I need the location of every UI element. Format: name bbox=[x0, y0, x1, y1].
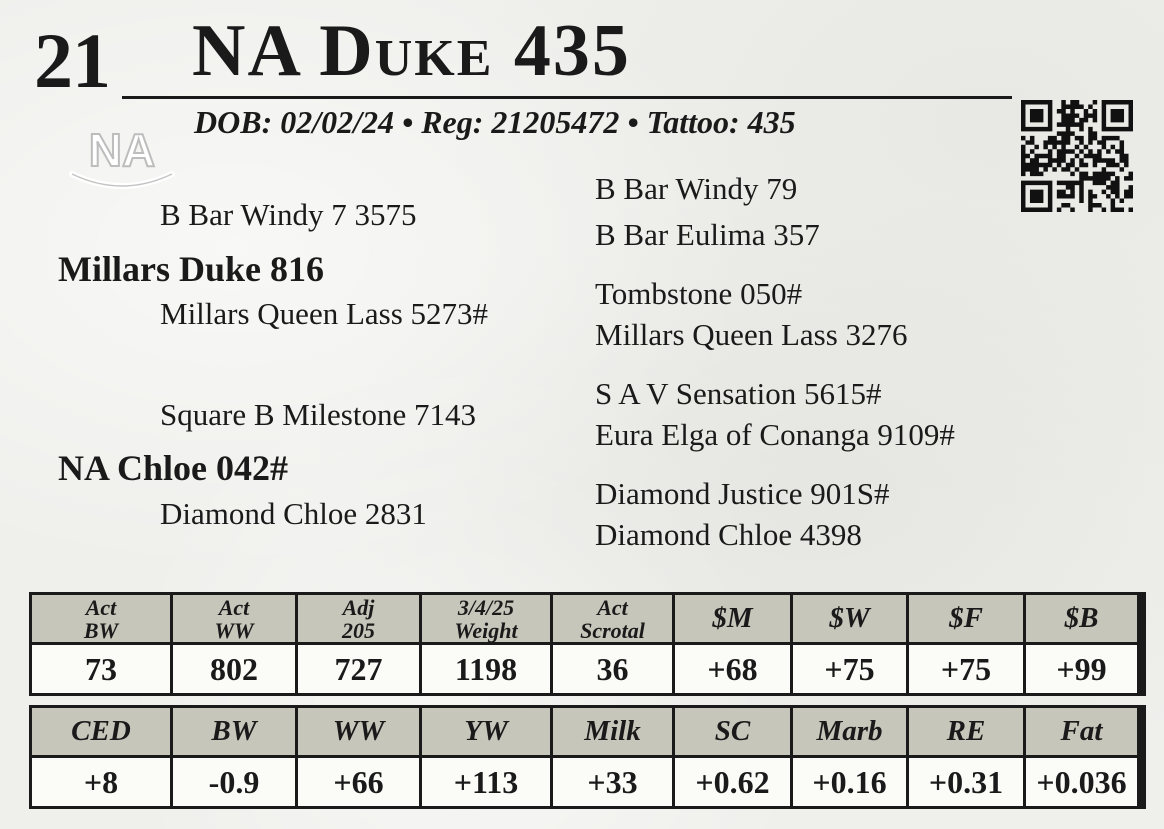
header-dollar-b: $B bbox=[1026, 595, 1137, 645]
header-fat: Fat bbox=[1026, 708, 1137, 758]
dam-dam-sire: Diamond Justice 901S# bbox=[595, 476, 890, 511]
sire-name: Millars Duke 816 bbox=[58, 249, 324, 289]
animal-details: DOB: 02/02/24 • Reg: 21205472 • Tattoo: 435 bbox=[194, 104, 796, 140]
value-bw: -0.9 bbox=[173, 758, 298, 806]
header-sc: SC bbox=[675, 708, 793, 758]
value-sc: +0.62 bbox=[675, 758, 793, 806]
lot-number: 21 bbox=[34, 17, 110, 104]
performance-header-row bbox=[32, 595, 1143, 645]
value-dollar-w: +75 bbox=[793, 645, 909, 693]
performance-value-row bbox=[32, 645, 1143, 693]
value-dollar-m: +68 bbox=[675, 645, 793, 693]
header-marb: Marb bbox=[793, 708, 909, 758]
ranch-logo-icon bbox=[66, 118, 178, 198]
header-re: RE bbox=[909, 708, 1026, 758]
header-dollar-w: $W bbox=[793, 595, 909, 645]
dam-dam-dam: Diamond Chloe 4398 bbox=[595, 517, 862, 552]
value-ced: +8 bbox=[32, 758, 173, 806]
dam-sire-sire: S A V Sensation 5615# bbox=[595, 376, 882, 411]
header-dollar-m: $M bbox=[675, 595, 793, 645]
animal-name: NA Duke 435 bbox=[192, 10, 631, 92]
title-rule bbox=[122, 96, 1012, 99]
dam-sire-dam: Eura Elga of Conanga 9109# bbox=[595, 417, 955, 452]
sire-sire: B Bar Windy 7 3575 bbox=[160, 197, 417, 232]
dam-name: NA Chloe 042# bbox=[58, 448, 289, 488]
value-weight: 1198 bbox=[422, 645, 553, 693]
epd-header-row bbox=[32, 708, 1143, 758]
dam-dam: Diamond Chloe 2831 bbox=[160, 496, 427, 531]
sire-sire-dam: B Bar Eulima 357 bbox=[595, 217, 820, 252]
value-marb: +0.16 bbox=[793, 758, 909, 806]
header-bw: BW bbox=[173, 708, 298, 758]
value-act-bw: 73 bbox=[32, 645, 173, 693]
sire-dam-dam: Millars Queen Lass 3276 bbox=[595, 317, 908, 352]
value-act-ww: 802 bbox=[173, 645, 298, 693]
header-act-ww: Act WW bbox=[173, 595, 298, 645]
header-dollar-f: $F bbox=[909, 595, 1026, 645]
logo-text: NA bbox=[88, 124, 156, 176]
value-re: +0.31 bbox=[909, 758, 1026, 806]
header-act-scrotal: Act Scrotal bbox=[553, 595, 675, 645]
epd-value-row bbox=[32, 758, 1143, 806]
value-act-scrotal: 36 bbox=[553, 645, 675, 693]
value-yw: +113 bbox=[422, 758, 553, 806]
header-weight: 3/4/25 Weight bbox=[422, 595, 553, 645]
sire-sire-sire: B Bar Windy 79 bbox=[595, 171, 798, 206]
value-milk: +33 bbox=[553, 758, 675, 806]
value-ww: +66 bbox=[298, 758, 422, 806]
dam-sire: Square B Milestone 7143 bbox=[160, 397, 476, 432]
performance-table bbox=[29, 592, 1146, 696]
value-fat: +0.036 bbox=[1026, 758, 1137, 806]
qr-code-icon[interactable] bbox=[1021, 100, 1133, 212]
value-dollar-b: +99 bbox=[1026, 645, 1137, 693]
header-act-bw: Act BW bbox=[32, 595, 173, 645]
header-ced: CED bbox=[32, 708, 173, 758]
epd-table bbox=[29, 705, 1146, 809]
value-adj-205: 727 bbox=[298, 645, 422, 693]
header-milk: Milk bbox=[553, 708, 675, 758]
sire-dam-sire: Tombstone 050# bbox=[595, 276, 803, 311]
header-adj-205: Adj 205 bbox=[298, 595, 422, 645]
sire-dam: Millars Queen Lass 5273# bbox=[160, 296, 489, 331]
header-yw: YW bbox=[422, 708, 553, 758]
value-dollar-f: +75 bbox=[909, 645, 1026, 693]
header-ww: WW bbox=[298, 708, 422, 758]
